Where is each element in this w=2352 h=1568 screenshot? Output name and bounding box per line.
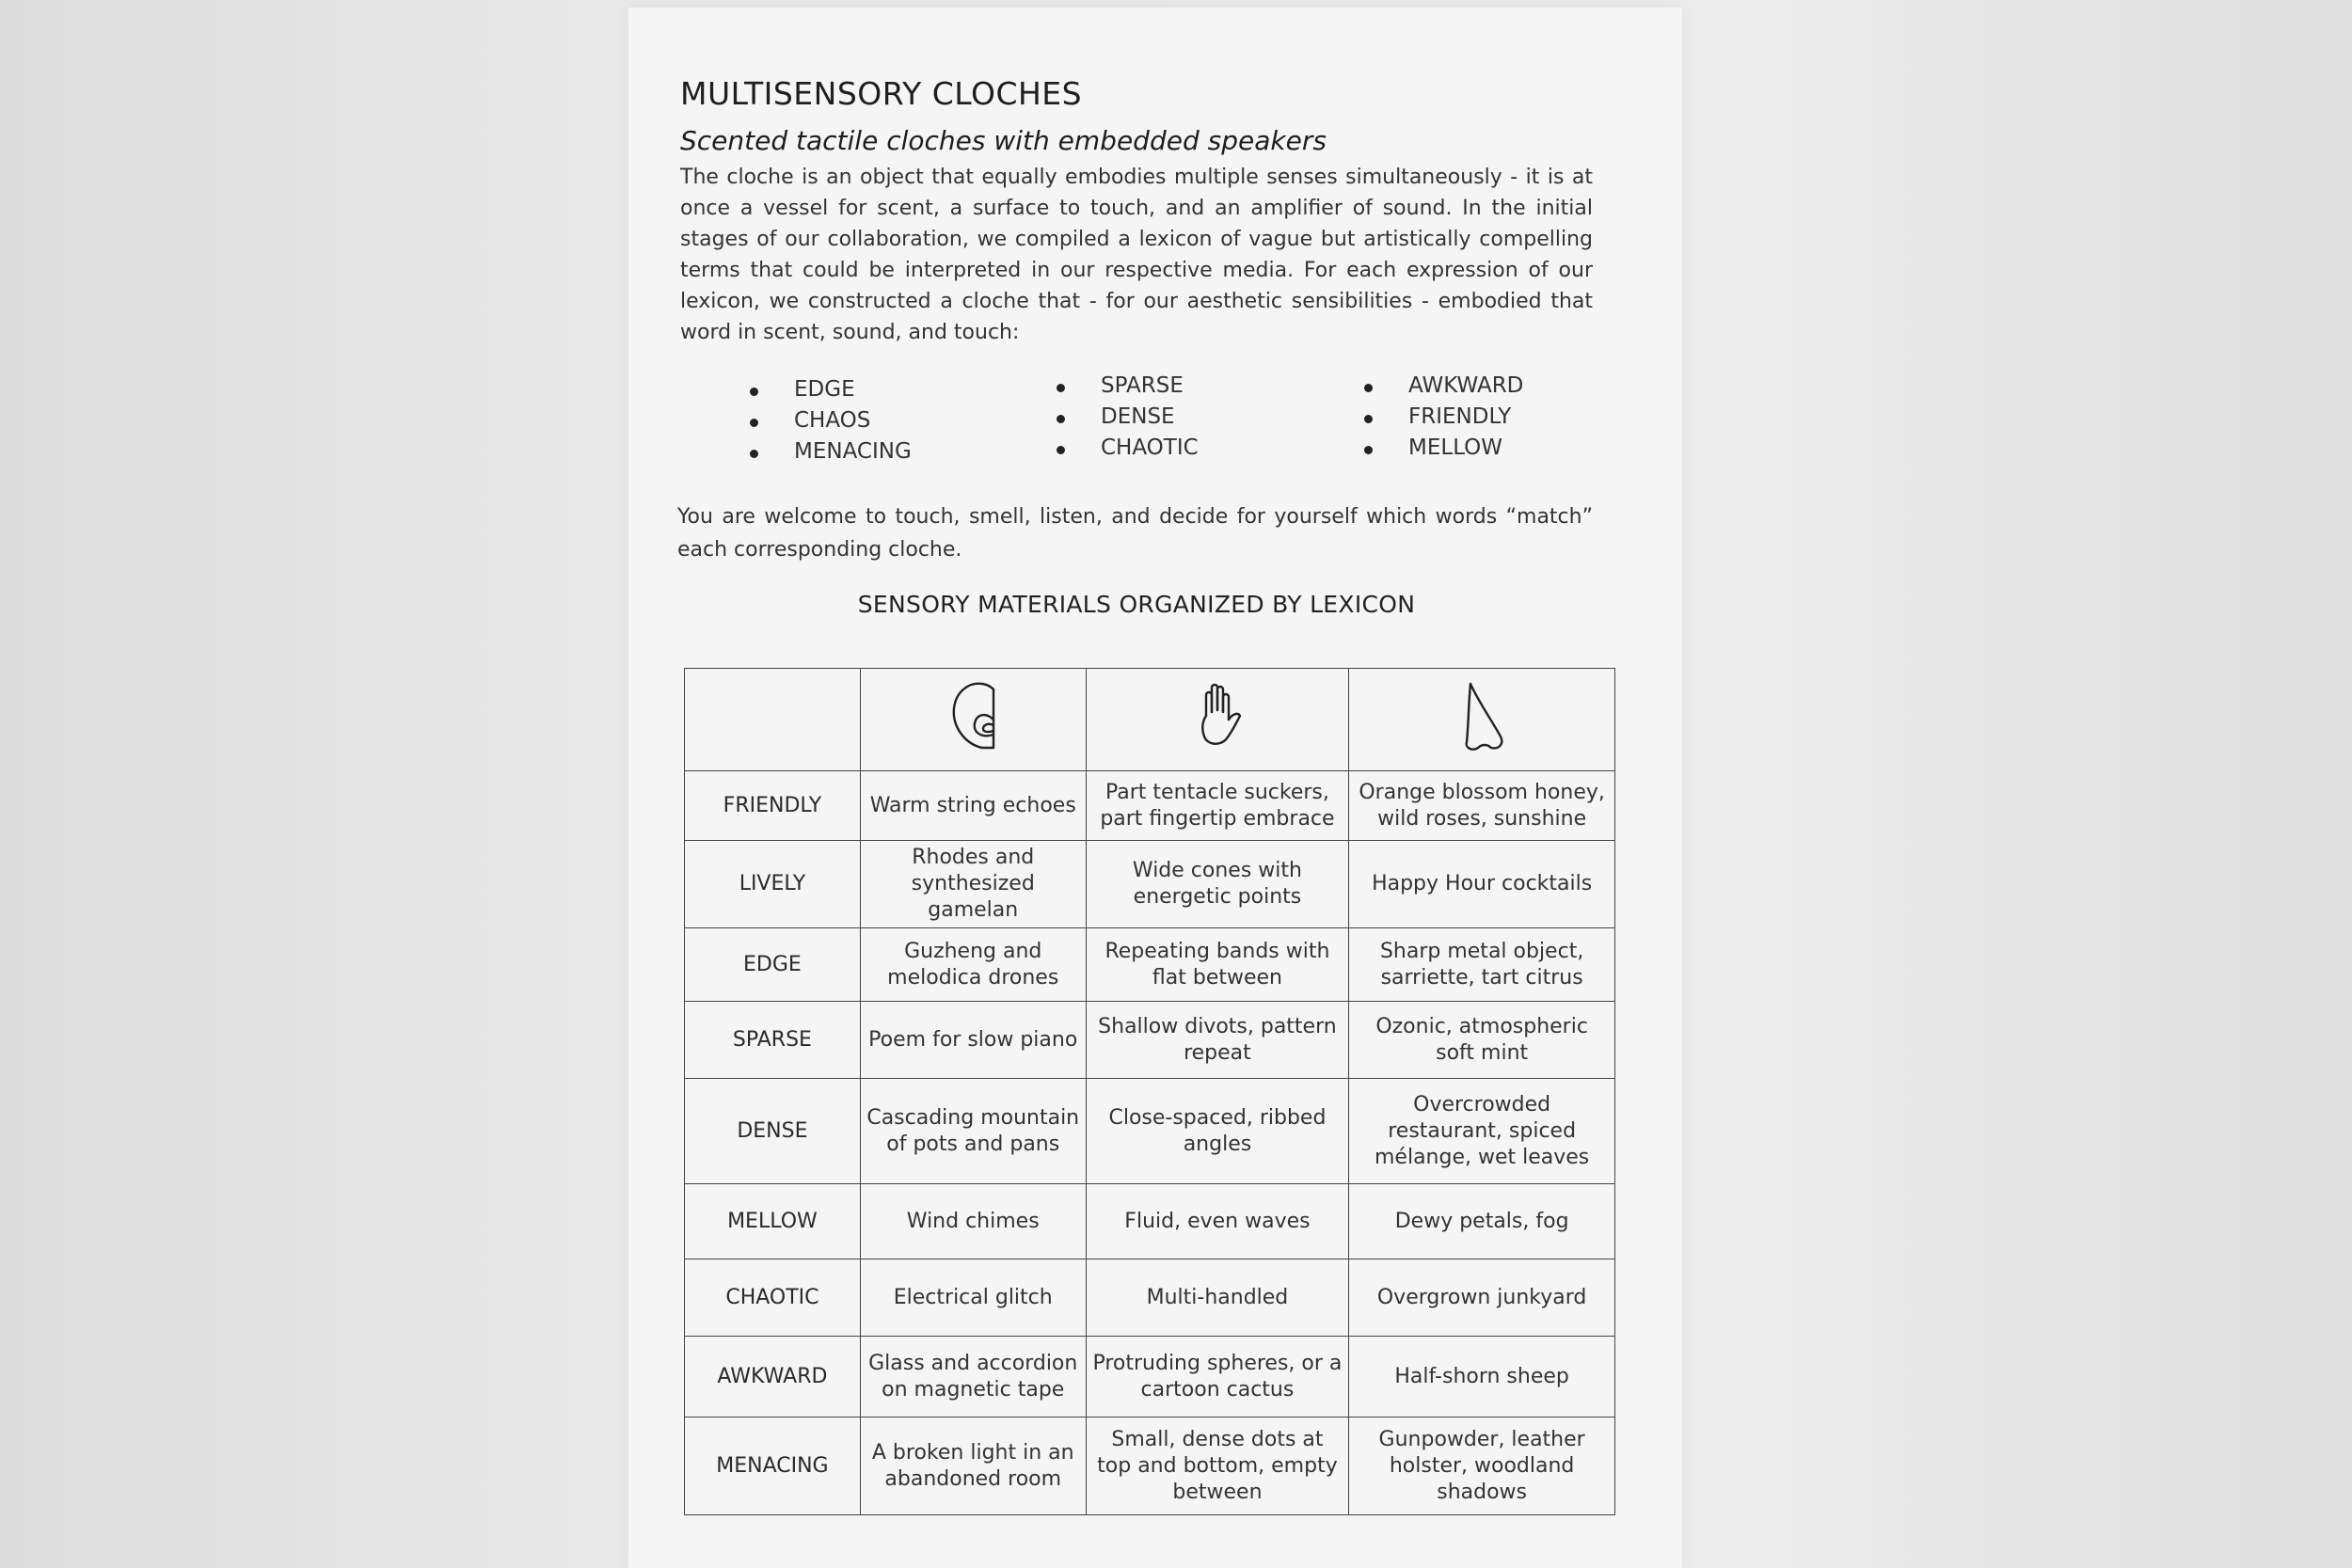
lexicon-word-cell: DENSE xyxy=(685,1079,861,1184)
lexicon-item: MENACING xyxy=(750,436,912,467)
lexicon-word-cell: FRIENDLY xyxy=(685,771,861,841)
scent-cell: Half-shorn sheep xyxy=(1349,1337,1615,1418)
table-row xyxy=(685,1184,1615,1259)
table-row xyxy=(685,841,1615,928)
touch-cell: Fluid, even waves xyxy=(1086,1184,1349,1259)
nose-icon xyxy=(1454,678,1510,753)
table-row xyxy=(685,1259,1615,1337)
scent-cell: Overgrown junkyard xyxy=(1349,1259,1615,1337)
scent-cell: Sharp metal object, sarriette, tart citrus xyxy=(1349,928,1615,1002)
closing-paragraph: You are welcome to touch, smell, listen, and decide for yourself which words “match” each corresponding cloche. xyxy=(677,505,1593,562)
sound-cell: Cascading mountain of pots and pans xyxy=(860,1079,1086,1184)
table-row xyxy=(685,1418,1615,1515)
lexicon-list xyxy=(680,371,1593,474)
scent-cell: Orange blossom honey, wild roses, sunshine xyxy=(1349,771,1615,841)
table-row xyxy=(685,928,1615,1002)
sound-cell: Glass and accordion on magnetic tape xyxy=(860,1337,1086,1418)
lexicon-word-cell: MENACING xyxy=(685,1418,861,1515)
header-scent-cell xyxy=(1349,669,1615,771)
scent-cell: Ozonic, atmospheric soft mint xyxy=(1349,1002,1615,1079)
touch-cell: Shallow divots, pattern repeat xyxy=(1086,1002,1349,1079)
hand-icon xyxy=(1189,678,1246,753)
table-header-row xyxy=(685,669,1615,771)
header-sound-cell xyxy=(860,669,1086,771)
table-row xyxy=(685,1079,1615,1184)
table-row xyxy=(685,1002,1615,1079)
lexicon-column-2 xyxy=(1057,371,1199,464)
lexicon-column-1 xyxy=(750,374,912,467)
intro-paragraph: The cloche is an object that equally embodies multiple senses simultaneously - it is at once a vessel for scent, a surface to touch, and an amplifier of sound. In the initial stages of our collaboration, we compiled a lexicon of vague but artistically compelling terms that could be interpreted in our respective media. For each expression of our lexicon, we constructed a cloche that - for our aesthetic sensibilities - embodied that word in scent, sound, and touch: xyxy=(680,166,1593,344)
header-empty-cell xyxy=(685,669,861,771)
sound-cell: Guzheng and melodica drones xyxy=(860,928,1086,1002)
lexicon-word-cell: LIVELY xyxy=(685,841,861,928)
sound-cell: Electrical glitch xyxy=(860,1259,1086,1337)
sound-cell: Rhodes and synthesized gamelan xyxy=(860,841,1086,928)
lexicon-item: AWKWARD xyxy=(1364,371,1523,402)
scent-cell: Dewy petals, fog xyxy=(1349,1184,1615,1259)
lexicon-item: SPARSE xyxy=(1057,371,1199,402)
touch-cell: Close-spaced, ribbed angles xyxy=(1086,1079,1349,1184)
touch-cell: Wide cones with energetic points xyxy=(1086,841,1349,928)
lexicon-column-3 xyxy=(1364,371,1523,464)
sound-cell: Warm string echoes xyxy=(860,771,1086,841)
lexicon-word-cell: SPARSE xyxy=(685,1002,861,1079)
lexicon-item: EDGE xyxy=(750,374,912,405)
lexicon-word-cell: MELLOW xyxy=(685,1184,861,1259)
scent-cell: Happy Hour cocktails xyxy=(1349,841,1615,928)
touch-cell: Small, dense dots at top and bottom, empty between xyxy=(1086,1418,1349,1515)
touch-cell: Protruding spheres, or a cartoon cactus xyxy=(1086,1337,1349,1418)
ear-icon xyxy=(945,678,1001,753)
scent-cell: Gunpowder, leather holster, woodland shadows xyxy=(1349,1418,1615,1515)
scent-cell: Overcrowded restaurant, spiced mélange, wet leaves xyxy=(1349,1079,1615,1184)
lexicon-item: CHAOS xyxy=(750,405,912,436)
document-title: MULTISENSORY CLOCHES xyxy=(680,75,1083,112)
header-touch-cell xyxy=(1086,669,1349,771)
lexicon-item: DENSE xyxy=(1057,402,1199,433)
lexicon-item: FRIENDLY xyxy=(1364,402,1523,433)
table-row xyxy=(685,771,1615,841)
touch-cell: Multi-handled xyxy=(1086,1259,1349,1337)
lexicon-item: MELLOW xyxy=(1364,433,1523,464)
lexicon-word-cell: EDGE xyxy=(685,928,861,1002)
table-title: SENSORY MATERIALS ORGANIZED BY LEXICON xyxy=(857,591,1416,618)
lexicon-word-cell: AWKWARD xyxy=(685,1337,861,1418)
sensory-materials-table xyxy=(684,668,1615,1515)
touch-cell: Part tentacle suckers, part fingertip embrace xyxy=(1086,771,1349,841)
document-body xyxy=(677,75,1593,618)
document-subtitle: Scented tactile cloches with embedded speakers xyxy=(680,125,1327,156)
sound-cell: Wind chimes xyxy=(860,1184,1086,1259)
sound-cell: Poem for slow piano xyxy=(860,1002,1086,1079)
sound-cell: A broken light in an abandoned room xyxy=(860,1418,1086,1515)
touch-cell: Repeating bands with flat between xyxy=(1086,928,1349,1002)
lexicon-item: CHAOTIC xyxy=(1057,433,1199,464)
lexicon-word-cell: CHAOTIC xyxy=(685,1259,861,1337)
table-row xyxy=(685,1337,1615,1418)
